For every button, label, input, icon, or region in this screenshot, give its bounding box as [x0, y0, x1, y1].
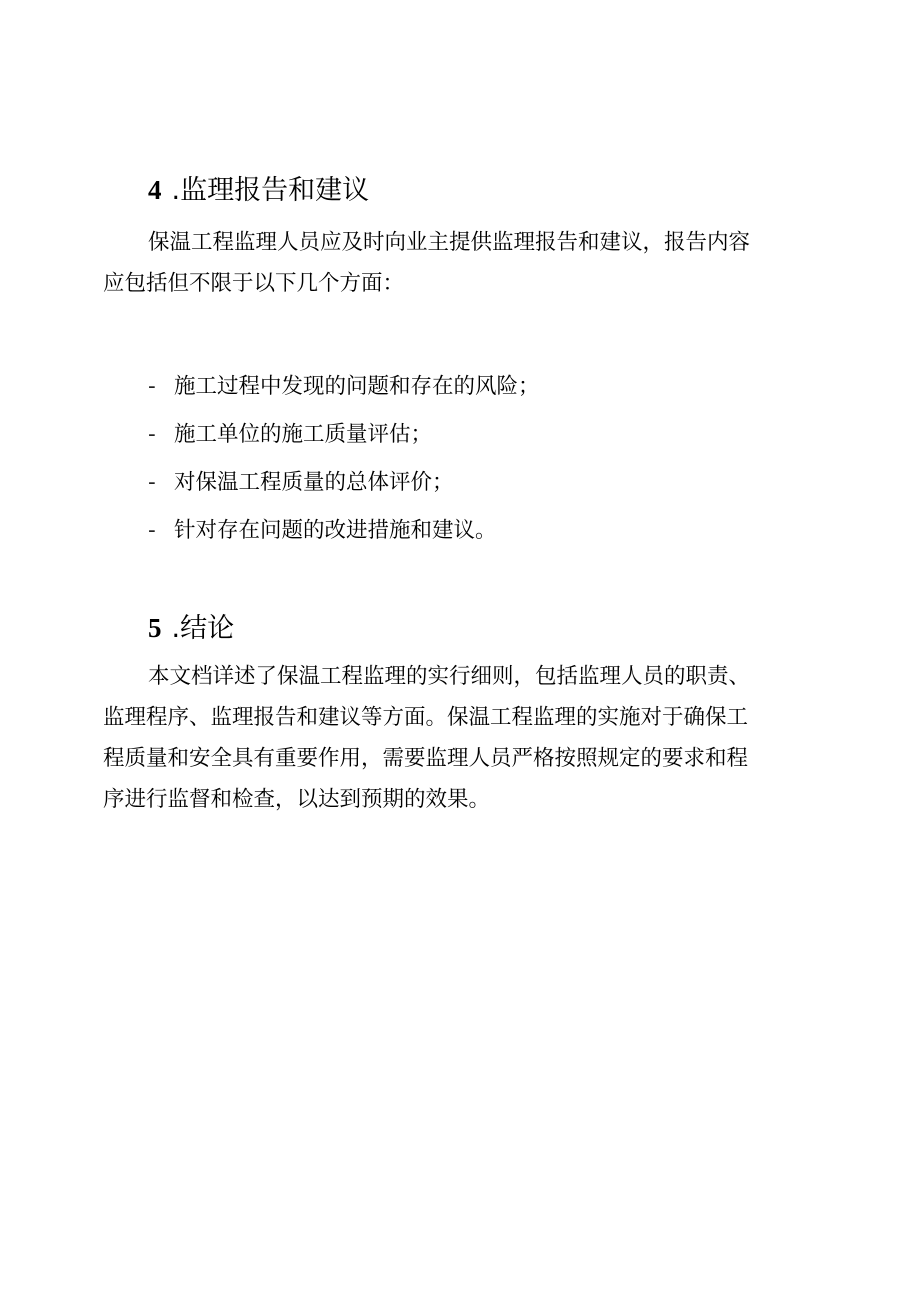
section-5-heading — [148, 611, 234, 646]
list-item — [148, 507, 540, 555]
paragraph-line: 应包括但不限于以下几个方面： — [103, 271, 405, 296]
section-4-heading — [148, 173, 369, 208]
section-4-number: 4 — [148, 175, 162, 205]
list-item — [148, 411, 540, 459]
dash-marker: - — [148, 422, 156, 447]
list-item — [148, 363, 540, 411]
section-4-intro-paragraph — [103, 222, 803, 304]
section-5-title: .结论 — [171, 613, 235, 644]
paragraph-line: 序进行监督和检查，以达到预期的效果。 — [103, 787, 491, 812]
dash-marker: - — [148, 470, 156, 495]
paragraph-line: 本文档详述了保温工程监理的实行细则，包括监理人员的职责、 — [148, 664, 751, 689]
paragraph-line: 监理程序、监理报告和建议等方面。保温工程监理的实施对于确保工 — [103, 705, 749, 730]
list-item — [148, 459, 540, 507]
dash-marker: - — [148, 518, 156, 543]
dash-marker: - — [148, 374, 156, 399]
list-item-text: 针对存在问题的改进措施和建议。 — [174, 518, 497, 543]
list-item-text: 施工过程中发现的问题和存在的风险； — [174, 374, 540, 399]
section-4-title: .监理报告和建议 — [171, 175, 370, 206]
list-item-text: 施工单位的施工质量评估； — [174, 422, 433, 447]
section-4-bullet-list — [148, 363, 540, 555]
paragraph-line: 程质量和安全具有重要作用，需要监理人员严格按照规定的要求和程 — [103, 746, 749, 771]
list-item-text: 对保温工程质量的总体评价； — [174, 470, 454, 495]
section-5-paragraph — [103, 656, 803, 820]
section-5-number: 5 — [148, 613, 162, 643]
paragraph-line: 保温工程监理人员应及时向业主提供监理报告和建议，报告内容 — [148, 230, 751, 255]
